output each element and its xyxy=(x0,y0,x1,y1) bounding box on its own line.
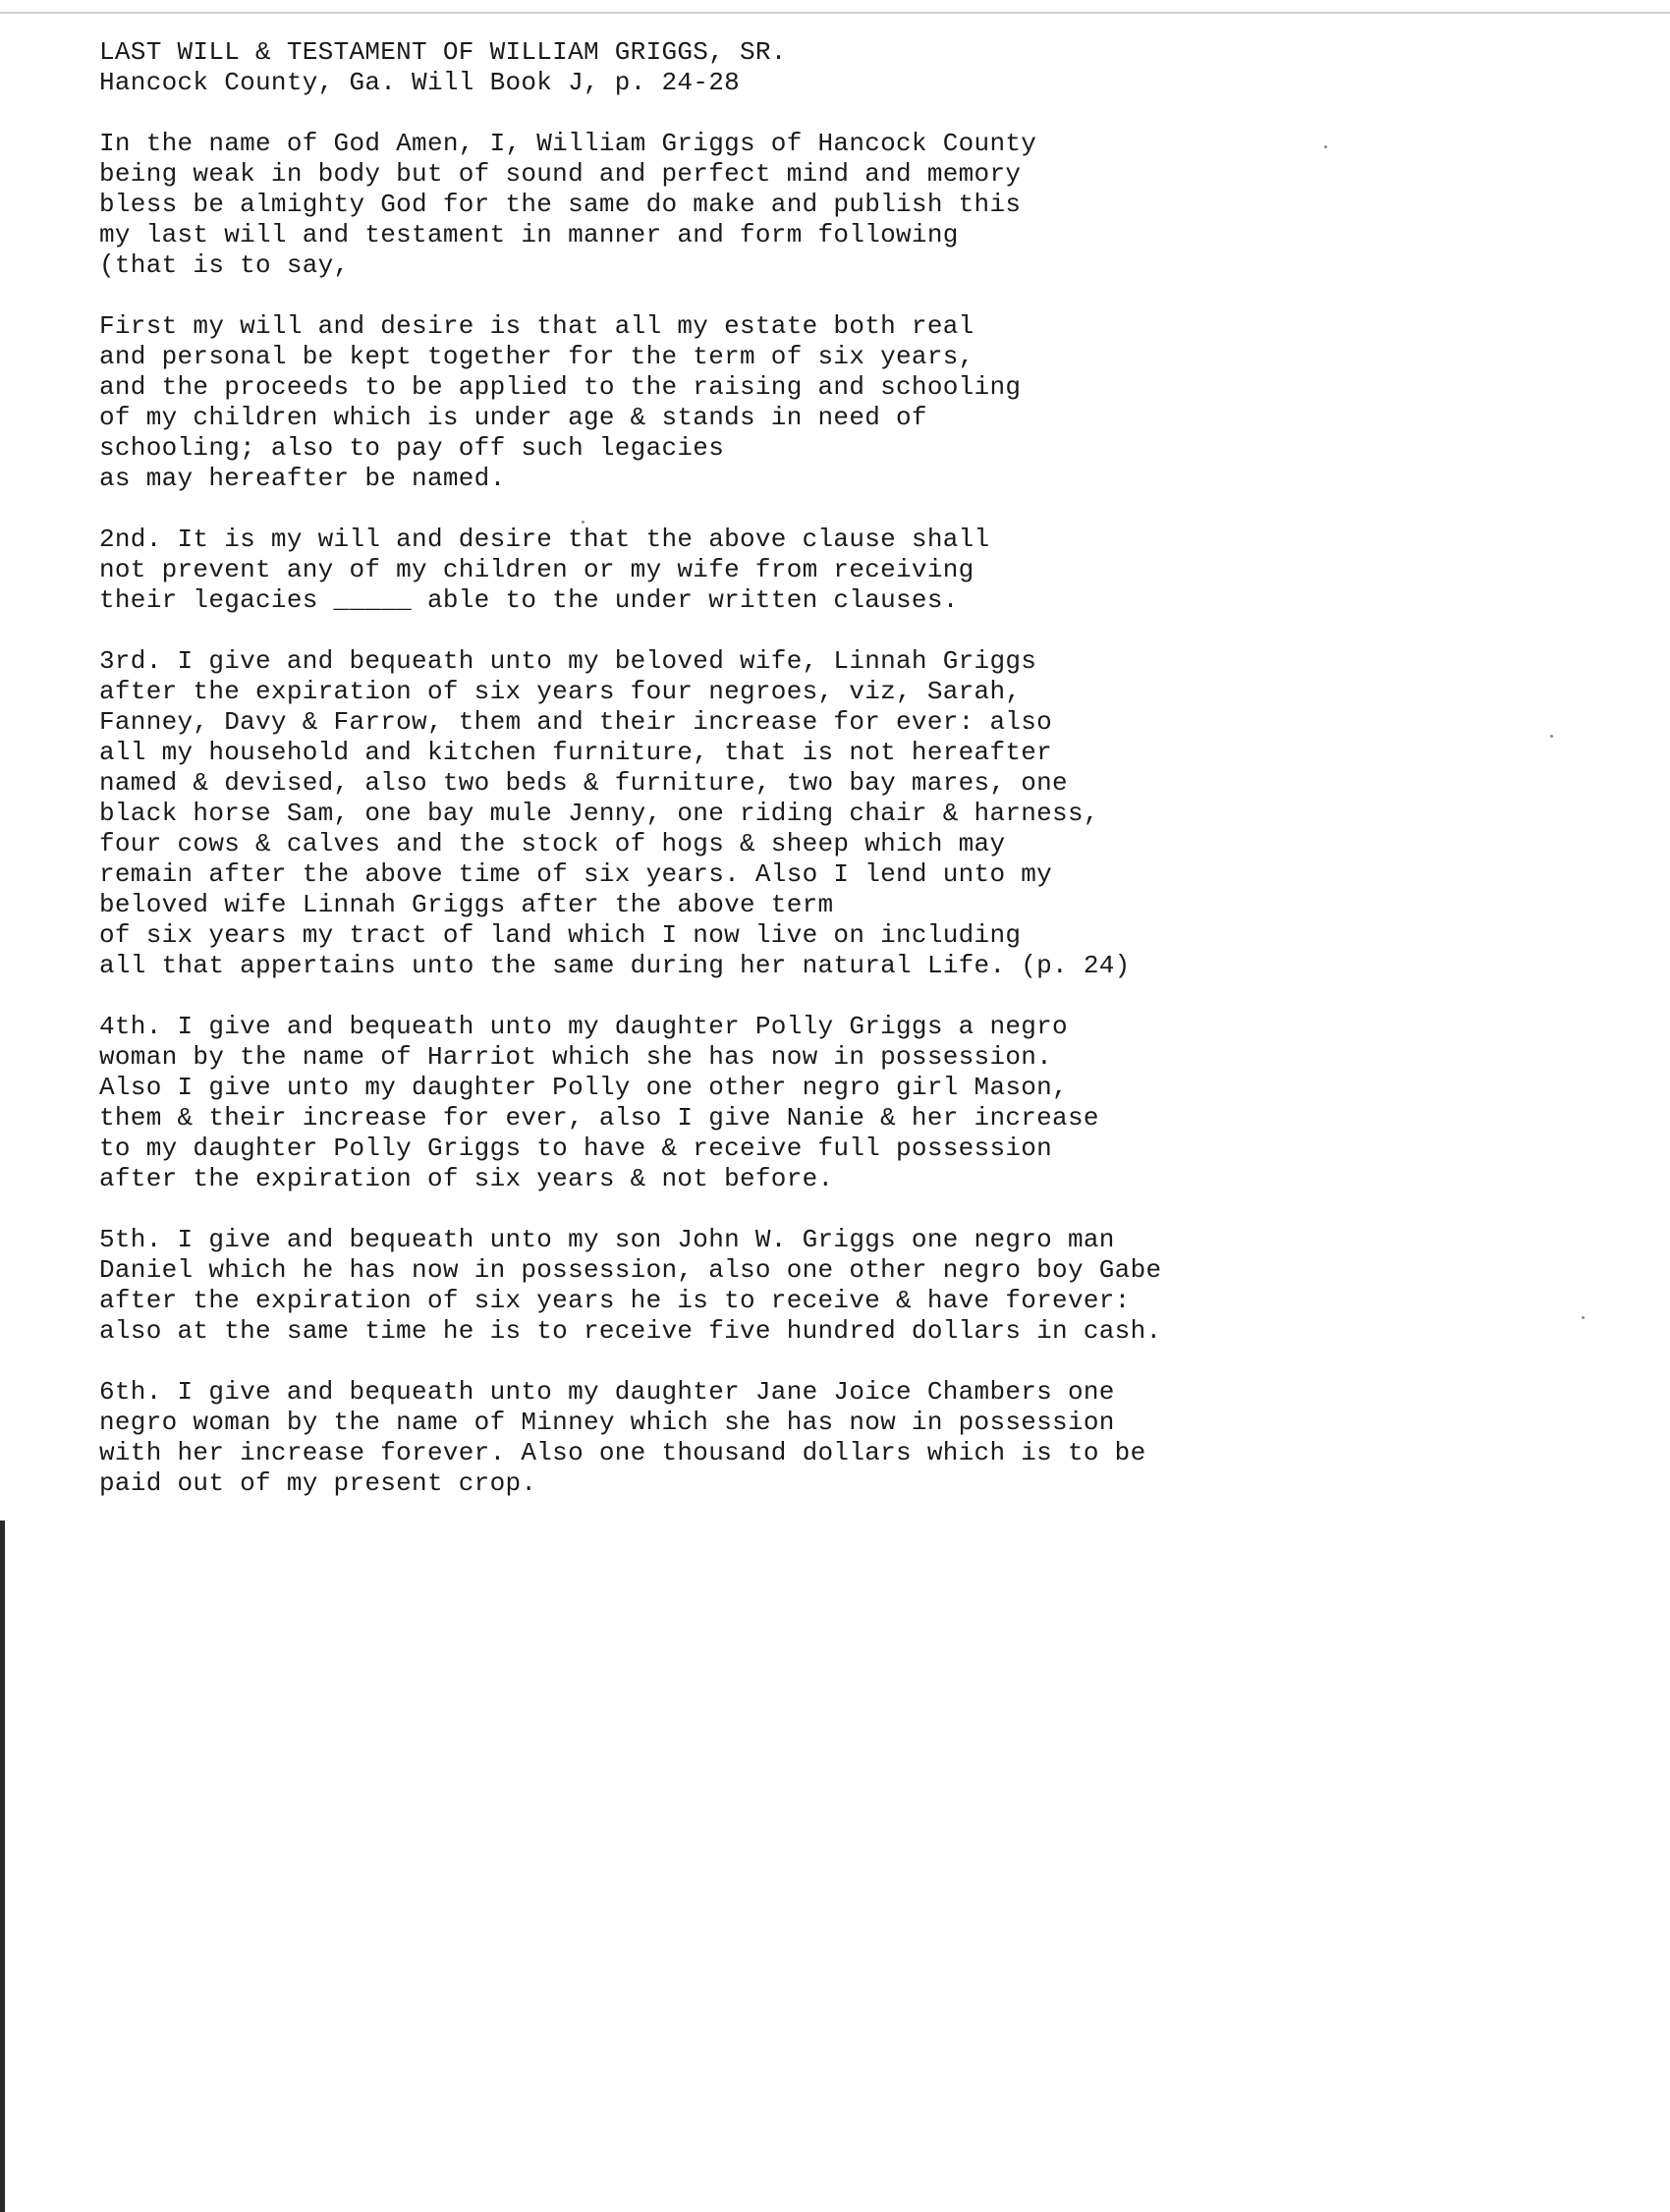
text-line: remain after the above time of six years. Also I lend unto my xyxy=(99,859,1053,889)
text-line: bless be almighty God for the same do make and publish this xyxy=(99,190,1022,219)
text-line: and the proceeds to be applied to the raising and schooling xyxy=(99,372,1022,402)
text-line: 5th. I give and bequeath unto my son John W. Griggs one negro man xyxy=(99,1225,1115,1254)
paragraph-second-clause xyxy=(99,525,1573,616)
text-line: 2nd. It is my will and desire that the above clause shall xyxy=(99,525,990,554)
document-title: LAST WILL & TESTAMENT OF WILLIAM GRIGGS, SR. xyxy=(99,37,787,67)
text-line: paid out of my present crop. xyxy=(99,1468,537,1498)
text-line: named & devised, also two beds & furniture, two bay mares, one xyxy=(99,768,1068,798)
text-line: beloved wife Linnah Griggs after the above term xyxy=(99,890,834,919)
text-line: all my household and kitchen furniture, that is not hereafter xyxy=(99,738,1053,767)
text-line: as may hereafter be named. xyxy=(99,464,506,493)
text-line: of my children which is under age & stands in need of xyxy=(99,403,927,432)
text-line: four cows & calves and the stock of hogs & sheep which may xyxy=(99,829,1006,858)
text-line: (that is to say, xyxy=(99,250,350,280)
text-line: Also I give unto my daughter Polly one other negro girl Mason, xyxy=(99,1073,1068,1102)
text-line: after the expiration of six years he is to receive & have forever: xyxy=(99,1286,1131,1315)
scan-speck xyxy=(1582,1316,1585,1319)
text-line: not prevent any of my children or my wife from receiving xyxy=(99,555,974,584)
text-line: woman by the name of Harriot which she has now in possession. xyxy=(99,1042,1053,1072)
text-line: 3rd. I give and bequeath unto my beloved wife, Linnah Griggs xyxy=(99,646,1037,676)
text-line: 6th. I give and bequeath unto my daughter Jane Joice Chambers one xyxy=(99,1377,1115,1407)
paragraph-preamble xyxy=(99,129,1573,281)
scan-top-edge xyxy=(0,12,1670,14)
text-line: schooling; also to pay off such legacies xyxy=(99,433,725,463)
text-line: being weak in body but of sound and perfect mind and memory xyxy=(99,159,1022,189)
text-line: also at the same time he is to receive five hundred dollars in cash. xyxy=(99,1316,1162,1346)
text-line: after the expiration of six years four negroes, viz, Sarah, xyxy=(99,677,1022,706)
text-line: them & their increase for ever, also I give Nanie & her increase xyxy=(99,1103,1099,1133)
text-line: 4th. I give and bequeath unto my daughter Polly Griggs a negro xyxy=(99,1012,1068,1041)
text-line: negro woman by the name of Minney which she has now in possession xyxy=(99,1408,1115,1437)
text-line: black horse Sam, one bay mule Jenny, one riding chair & harness, xyxy=(99,799,1099,828)
paragraph-third-clause xyxy=(99,646,1573,981)
document-header xyxy=(99,37,1573,98)
text-line: In the name of God Amen, I, William Griggs of Hancock County xyxy=(99,129,1037,158)
text-line: of six years my tract of land which I now live on including xyxy=(99,920,1022,950)
document-source: Hancock County, Ga. Will Book J, p. 24-28 xyxy=(99,68,741,97)
text-line: with her increase forever. Also one thousand dollars which is to be xyxy=(99,1438,1146,1467)
paragraph-fifth-clause xyxy=(99,1225,1573,1347)
text-line: my last will and testament in manner and form following xyxy=(99,220,959,249)
paragraph-fourth-clause xyxy=(99,1012,1573,1194)
text-line: Fanney, Davy & Farrow, them and their increase for ever: also xyxy=(99,707,1053,737)
scan-left-edge-shadow xyxy=(0,1521,5,2212)
text-line: First my will and desire is that all my estate both real xyxy=(99,311,974,341)
paragraph-first-clause xyxy=(99,311,1573,494)
text-line: all that appertains unto the same during her natural Life. (p. 24) xyxy=(99,951,1131,980)
paragraph-sixth-clause xyxy=(99,1377,1573,1499)
text-line: after the expiration of six years & not before. xyxy=(99,1164,834,1193)
text-line: and personal be kept together for the term of six years, xyxy=(99,342,974,371)
text-line: to my daughter Polly Griggs to have & receive full possession xyxy=(99,1134,1053,1163)
text-line: their legacies _____ able to the under written clauses. xyxy=(99,585,959,615)
text-line: Daniel which he has now in possession, also one other negro boy Gabe xyxy=(99,1255,1162,1285)
will-document xyxy=(99,37,1573,1529)
